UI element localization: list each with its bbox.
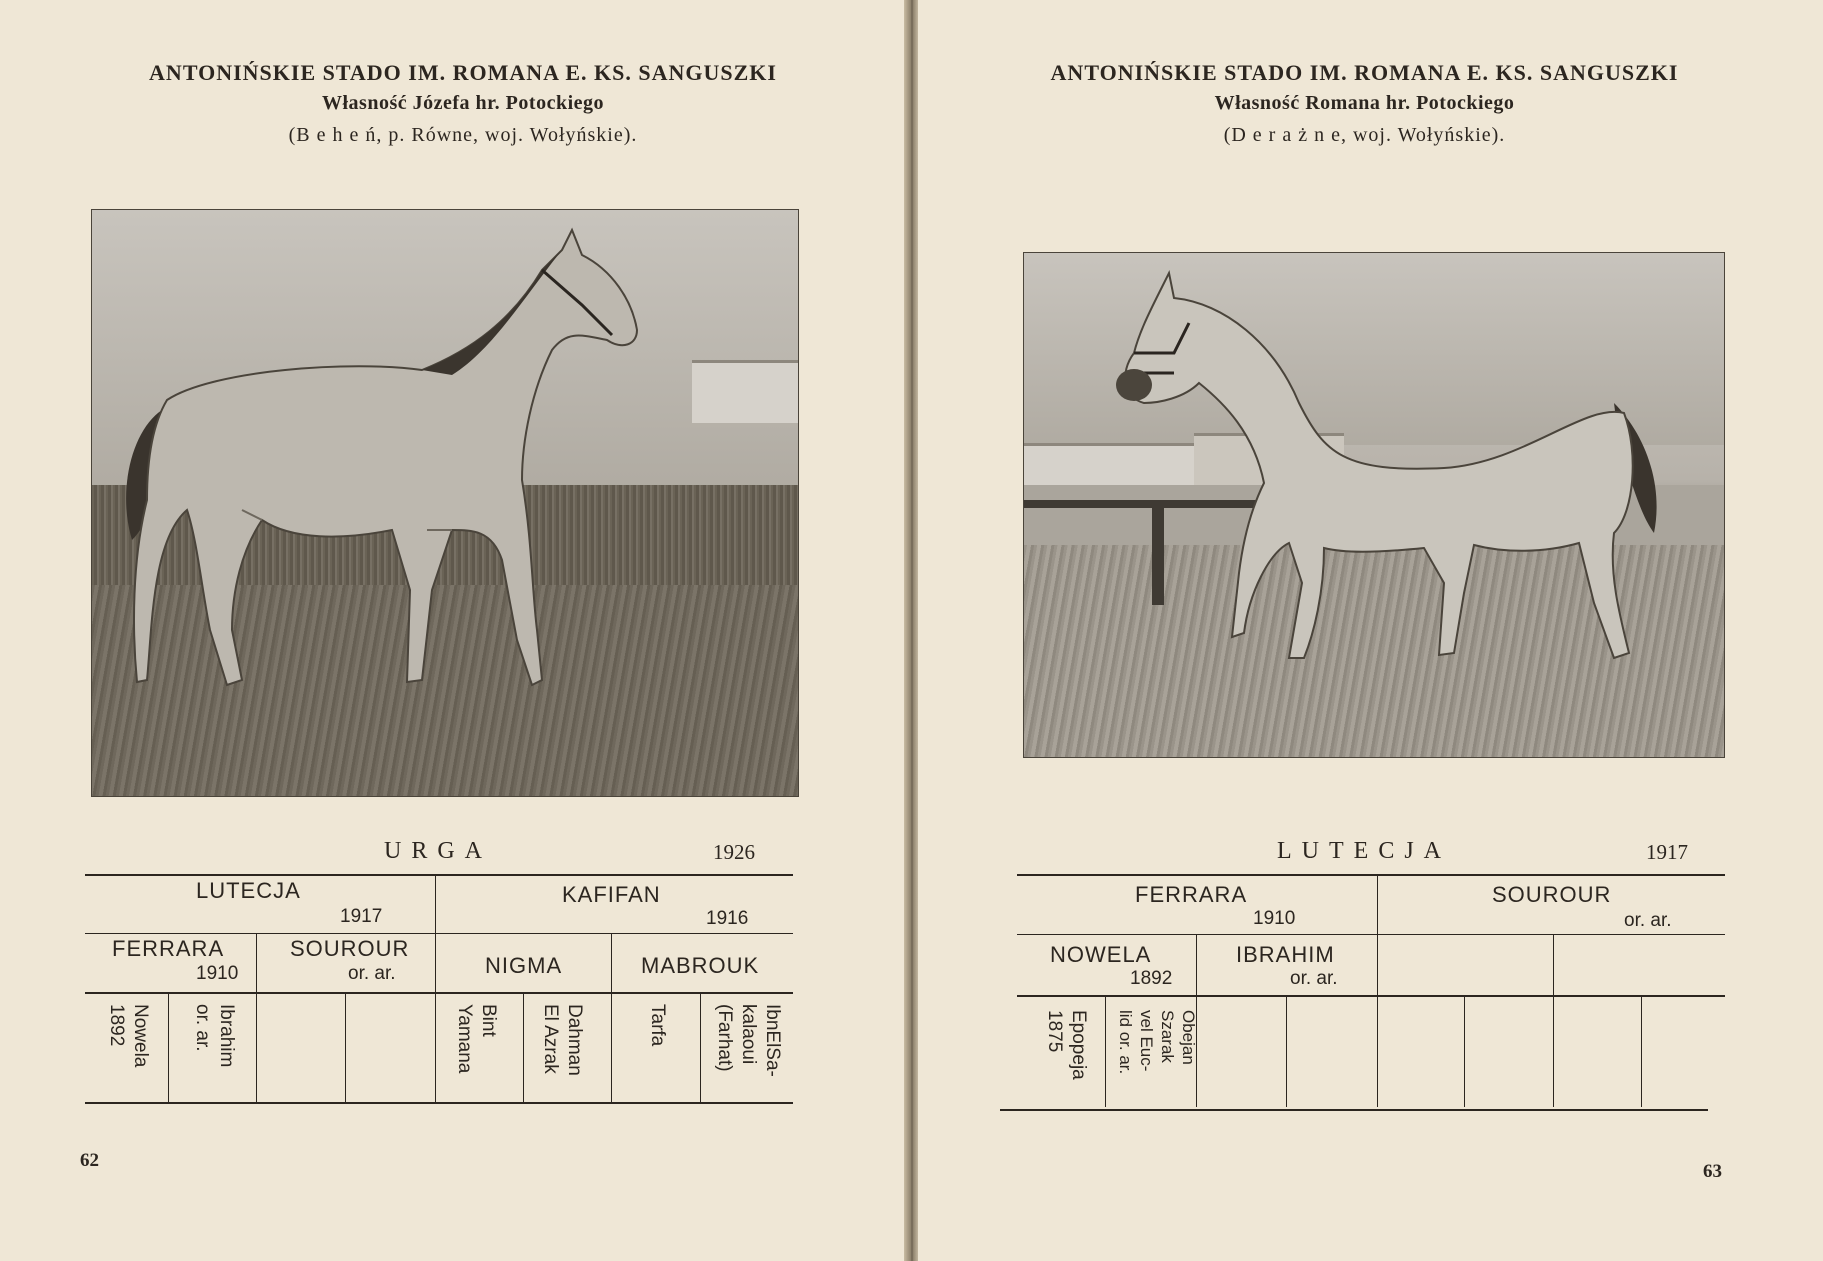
sire-year: or. ar. [1624, 910, 1672, 931]
page-number: 62 [80, 1150, 99, 1171]
gen3-cell-1: Epopeja 1875 [1044, 1010, 1089, 1080]
horse-photo-urga [91, 209, 799, 797]
gen3-cell-1: Nowela 1892 [106, 1004, 151, 1068]
gen3-cell-6: Dahman El Azrak [540, 1004, 585, 1076]
sire-name: SOUROUR [1492, 882, 1612, 907]
gen2-name-2: SOUROUR [290, 936, 410, 961]
page-number: 63 [1703, 1161, 1722, 1182]
horse-photo-lutecja [1023, 252, 1725, 758]
dam-year: 1910 [1253, 908, 1296, 929]
gen3-cell-7: Tarfa [647, 1004, 668, 1047]
gen3-cell-8: IbnElSa- kalaoui (Farhat) [714, 1004, 783, 1077]
owner-line: Własność Romana hr. Potockiego [1214, 92, 1515, 114]
horse-year: 1917 [1646, 840, 1688, 864]
dam-name: FERRARA [1135, 882, 1248, 907]
horse-illustration [1024, 253, 1724, 757]
stud-title: ANTONIŃSKIE STADO IM. ROMANA E. KS. SANGUSZKI [149, 60, 777, 85]
gen3-cell-2: Obejan Szarak vel Euc- lid or. ar. [1116, 1010, 1198, 1075]
horse-name: URGA [384, 838, 493, 864]
location-line: (D e r a ż n e, woj. Wołyńskie). [1223, 124, 1506, 146]
gen2-name-2: IBRAHIM [1236, 942, 1335, 967]
dam-name: LUTECJA [196, 878, 301, 903]
gen2-name-4: MABROUK [641, 953, 760, 978]
sire-year: 1916 [706, 908, 749, 929]
gen2-name-3: NIGMA [485, 953, 563, 978]
gen3-cell-5: Bint Yamana [454, 1004, 499, 1074]
dam-year: 1917 [340, 906, 383, 927]
stud-title: ANTONIŃSKIE STADO IM. ROMANA E. KS. SANGUSZKI [1050, 60, 1679, 85]
gen3-cell-2: Ibrahim or. ar. [192, 1004, 237, 1068]
gen2-sub-1: 1892 [1130, 968, 1173, 989]
left-page [0, 0, 906, 1261]
sire-name: KAFIFAN [562, 882, 661, 907]
gen2-sub-2: or. ar. [1290, 968, 1338, 989]
location-line: (B e h e ń, p. Równe, woj. Wołyńskie). [288, 124, 638, 146]
horse-name: LUTECJA [1277, 838, 1451, 864]
gen2-name-1: NOWELA [1050, 942, 1152, 967]
horse-year: 1926 [713, 840, 755, 864]
horse-illustration [92, 210, 798, 796]
owner-line: Własność Józefa hr. Potockiego [321, 92, 604, 114]
gen2-sub-2: or. ar. [348, 963, 396, 984]
right-page [918, 0, 1823, 1261]
gen2-sub-1: 1910 [196, 963, 239, 984]
gen2-name-1: FERRARA [112, 936, 225, 961]
